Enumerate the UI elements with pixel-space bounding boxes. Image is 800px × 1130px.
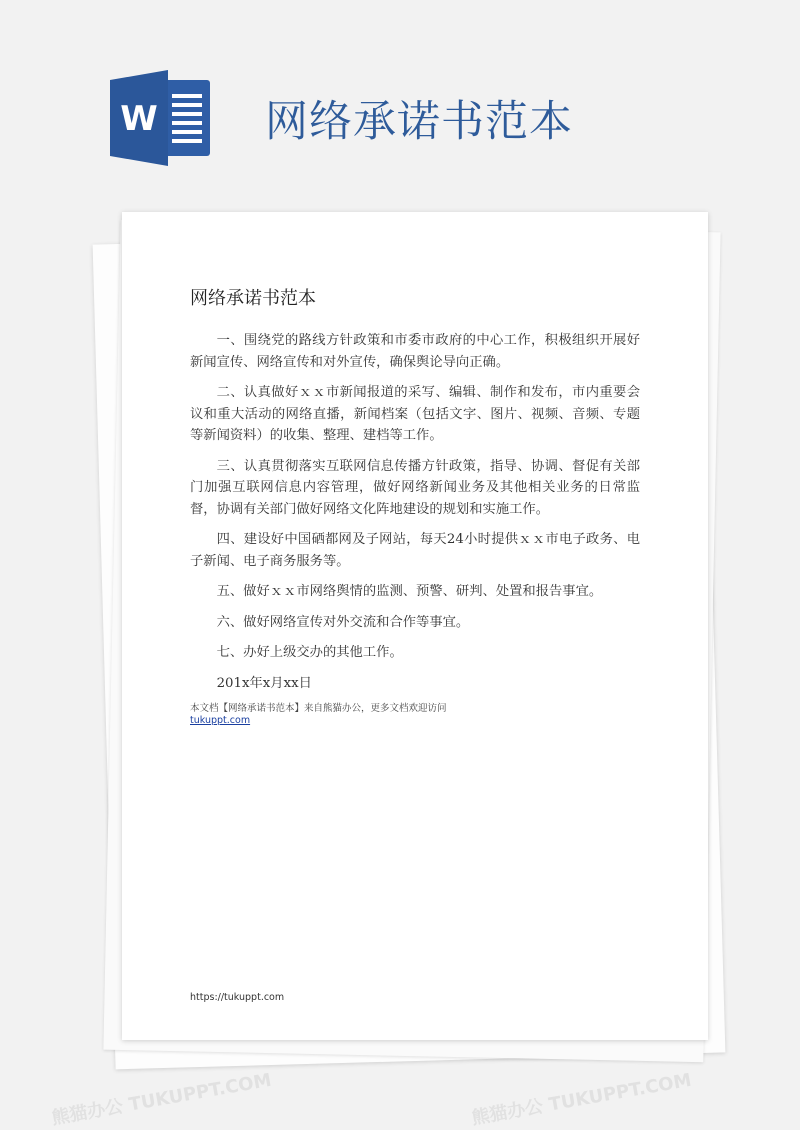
paragraph: 七、办好上级交办的其他工作。: [216, 645, 403, 660]
source-link[interactable]: tukuppt.com: [190, 715, 251, 726]
watermark: 熊猫办公 TUKUPPT.COM: [50, 1069, 274, 1130]
document-page: [122, 212, 708, 1040]
paragraph: 三、认真贯彻落实互联网信息传播方针政策，指导、协调、督促有关部门加强互联网信息内容管理，做好网络新闻业务及其他相关业务的日常监督，协调有关部门做好网络文化阵地建设的规划和实施工作。: [190, 458, 640, 517]
word-icon: [110, 70, 212, 166]
svg-text:W: W: [120, 99, 158, 139]
paragraph: 一、围绕党的路线方针政策和市委市政府的中心工作，积极组织开展好新闻宣传、网络宣传和对外宣传，确保舆论导向正确。: [190, 333, 640, 370]
source-note: [190, 703, 640, 727]
document-body: [190, 330, 640, 694]
header-title: 网络承诺书范本: [265, 97, 573, 147]
document-title: 网络承诺书范本: [190, 288, 316, 309]
paragraph: 五、做好ｘｘ市网络舆情的监测、预警、研判、处置和报告事宜。: [216, 584, 603, 599]
paragraph: 二、认真做好ｘｘ市新闻报道的采写、编辑、制作和发布，市内重要会议和重大活动的网络直播，新闻档案（包括文字、图片、视频、音频、专题等新闻资料）的收集、整理、建档等工作。: [190, 385, 640, 443]
footer-url: https://tukuppt.com: [190, 992, 285, 1003]
date-line: 201x年x月xx日: [216, 675, 312, 691]
paragraph: 六、做好网络宣传对外交流和合作等事宜。: [216, 614, 470, 630]
document-content: [190, 330, 640, 727]
paragraph: 四、建设好中国硒都网及子网站，每天24小时提供ｘｘ市电子政务、电子新闻、电子商务服务等。: [190, 532, 640, 569]
source-note-text: 本文档【网络承诺书范本】来自熊猫办公，更多文档欢迎访问: [190, 703, 447, 714]
watermark: 熊猫办公 TUKUPPT.COM: [470, 1069, 694, 1130]
